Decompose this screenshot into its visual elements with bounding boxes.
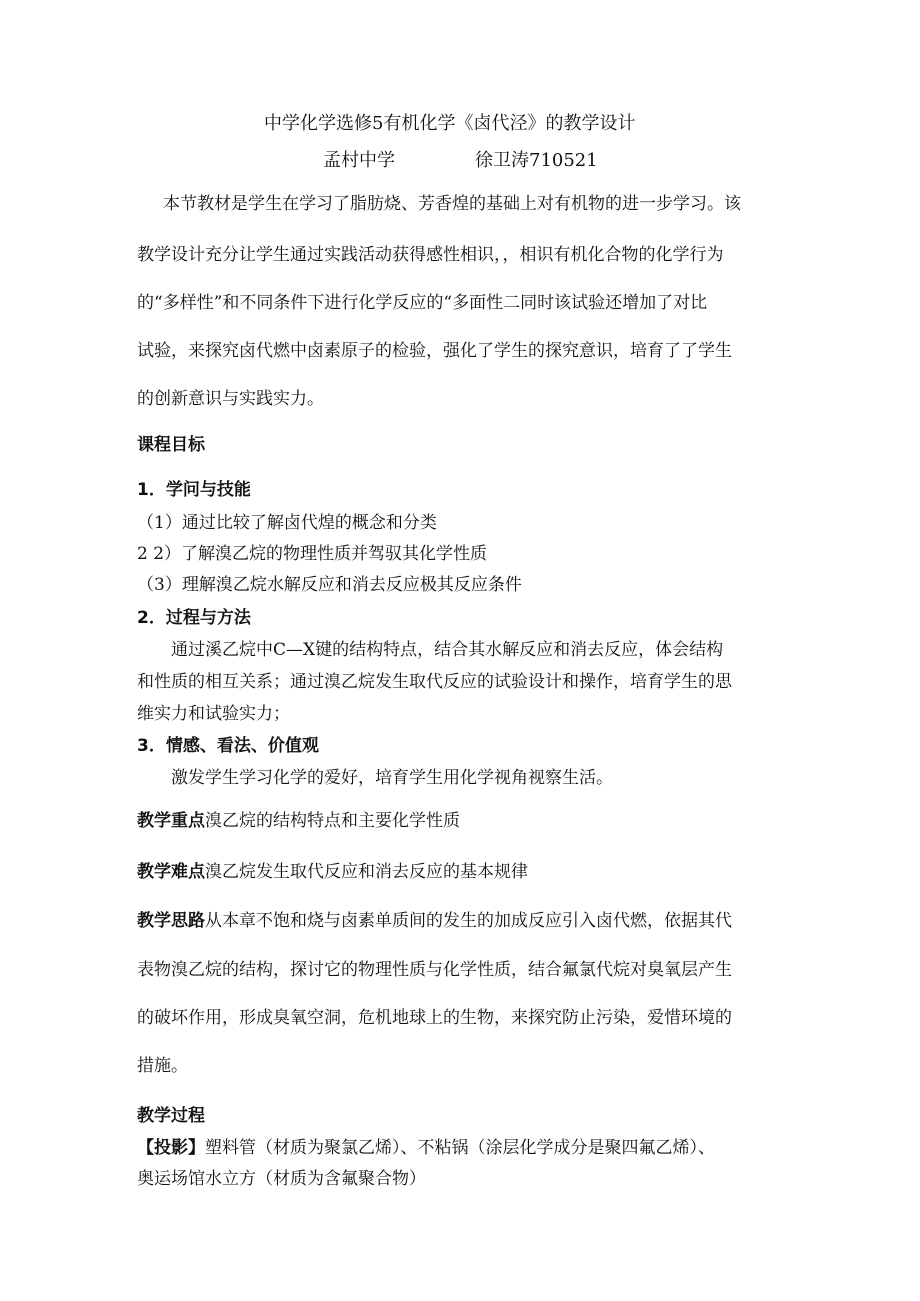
key-point-label: 教学重点 — [137, 811, 205, 831]
approach-text-line: 措施。 — [137, 1056, 188, 1076]
intro-line: 的创新意识与实践实力。 — [137, 389, 324, 409]
approach-line — [137, 906, 732, 931]
section-heading: 2．过程与方法 — [137, 608, 251, 628]
section-text-line: 和性质的相互关系；通过溴乙烷发生取代反应的试验设计和操作，培育学生的思 — [137, 672, 732, 692]
intro-line: 本节教材是学生在学习了脂肪烧、芳香煌的基础上对有机物的进一步学习。该 — [163, 194, 741, 214]
projection-label: 【投影】 — [137, 1138, 205, 1158]
document-title: 中学化学选修5有机化学《卤代泾》的教学设计 — [264, 113, 636, 134]
approach-text: 从本章不饱和烧与卤素单质间的发生的加成反应引入卤代燃，依据其代 — [205, 911, 732, 931]
projection-text-line: 奥运场馆水立方（材质为含氟聚合物） — [137, 1169, 426, 1189]
approach-label: 教学思路 — [137, 911, 205, 931]
author-name: 徐卫涛710521 — [475, 150, 598, 171]
section-text-line: 通过溪乙烷中C—X键的结构特点，结合其水解反应和消去反应，体会结构 — [171, 640, 724, 660]
key-point-text: 溴乙烷的结构特点和主要化学性质 — [205, 811, 460, 831]
intro-line: 的“多样性”和不同条件下进行化学反应的“多面性二同时该试验还增加了对比 — [137, 293, 708, 313]
section-text-line: 激发学生学习化学的爱好，培育学生用化学视角视察生活。 — [171, 768, 613, 788]
key-point-line — [137, 806, 460, 831]
goal-item: 2 2）了解溴乙烷的物理性质并驾驭其化学性质 — [137, 544, 488, 564]
difficulty-line — [137, 857, 528, 882]
intro-line: 试验，来探究卤代燃中卤素原子的检验，强化了学生的探究意识，培育了了学生 — [137, 341, 732, 361]
course-goals-heading: 课程目标 — [137, 435, 205, 455]
goal-item: （1）通过比较了解卤代煌的概念和分类 — [137, 513, 437, 533]
difficulty-label: 教学难点 — [137, 862, 205, 882]
intro-line: 教学设计充分让学生通过实践活动获得感性相识，，相识有机化合物的化学行为 — [137, 245, 724, 265]
process-heading: 教学过程 — [137, 1106, 205, 1126]
school-name: 孟村中学 — [323, 150, 395, 171]
projection-line — [137, 1133, 715, 1158]
section-text-line: 维实力和试验实力； — [137, 704, 290, 724]
approach-text-line: 表物溴乙烷的结构，探讨它的物理性质与化学性质，结合氟氯代烷对臭氧层产生 — [137, 960, 732, 980]
section-heading: 3．情感、看法、价值观 — [137, 736, 319, 756]
goal-item: （3）理解溴乙烷水解反应和消去反应极其反应条件 — [137, 575, 522, 595]
section-heading: 1．学问与技能 — [137, 480, 251, 500]
difficulty-text: 溴乙烷发生取代反应和消去反应的基本规律 — [205, 862, 528, 882]
projection-text: 塑料管（材质为聚氯乙烯）、不粘锅（涂层化学成分是聚四氟乙烯）、 — [205, 1138, 715, 1158]
approach-text-line: 的破坏作用，形成臭氧空洞，危机地球上的生物，来探究防止污染，爱惜环境的 — [137, 1008, 732, 1028]
